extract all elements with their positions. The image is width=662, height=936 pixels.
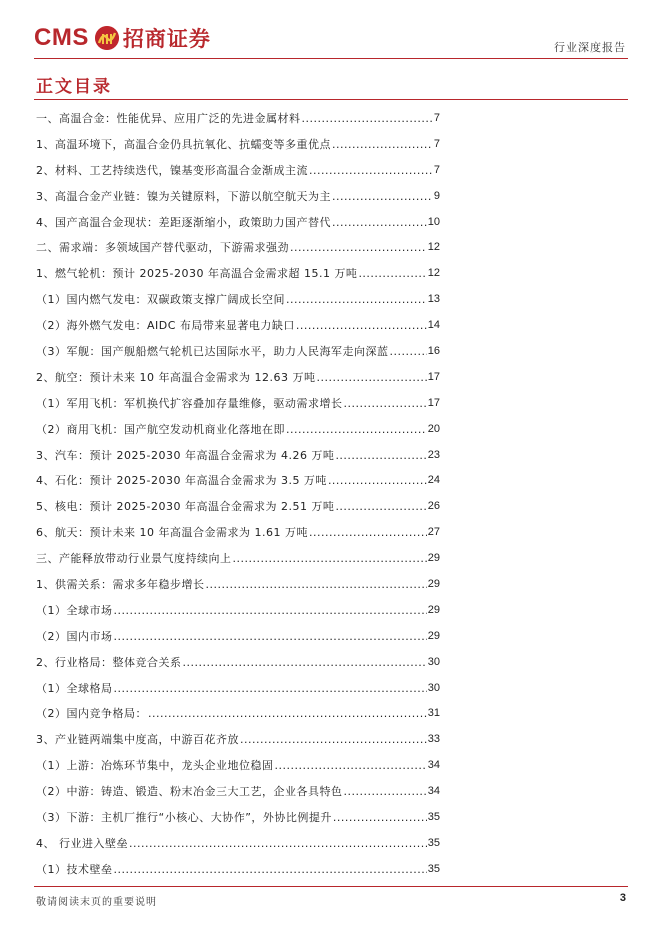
toc-entry[interactable] <box>36 209 440 235</box>
toc-entry-page: 17 <box>427 396 440 409</box>
toc-entry-title: 6、航天：预计未来 10 年高温合金需求为 1.61 万吨 <box>36 526 308 540</box>
logo-text-en: CMS <box>34 24 89 51</box>
toc-entry-title: 4、石化：预计 2025-2030 年高温合金需求为 3.5 万吨 <box>36 474 327 488</box>
toc-entry[interactable] <box>36 623 440 649</box>
toc-entry-title: 5、核电：预计 2025-2030 年高温合金需求为 2.51 万吨 <box>36 500 335 514</box>
toc-entry[interactable] <box>36 105 440 131</box>
toc-entry-page: 30 <box>427 681 440 694</box>
toc-dot-leader <box>129 836 427 850</box>
toc-entry-page: 9 <box>433 189 440 202</box>
toc-dot-leader <box>290 240 427 254</box>
toc-dot-leader <box>333 810 427 824</box>
toc-entry-page: 10 <box>427 215 440 228</box>
toc-entry-page: 34 <box>427 759 440 772</box>
toc-entry[interactable] <box>36 675 440 701</box>
toc-entry-title: 2、材料、工艺持续迭代，镍基变形高温合金渐成主流 <box>36 163 308 177</box>
toc-entry-page: 33 <box>427 733 440 746</box>
toc-entry-page: 27 <box>427 526 440 539</box>
toc-entry[interactable] <box>36 856 440 882</box>
toc-entry[interactable] <box>36 597 440 623</box>
toc-dot-leader <box>344 396 427 410</box>
toc-dot-leader <box>240 732 427 746</box>
toc-entry-title: 二、需求端：多领域国产替代驱动，下游需求强劲 <box>36 241 289 255</box>
toc-entry-page: 12 <box>427 241 440 254</box>
toc-entry-page: 26 <box>427 500 440 513</box>
toc-entry[interactable] <box>36 571 440 597</box>
toc-entry[interactable] <box>36 234 440 260</box>
toc-dot-leader <box>309 163 433 177</box>
toc-entry[interactable] <box>36 726 440 752</box>
toc-dot-leader <box>114 603 427 617</box>
toc-entry[interactable] <box>36 183 440 209</box>
toc-entry-title: 三、产能释放带动行业景气度持续向上 <box>36 552 232 566</box>
toc-entry[interactable] <box>36 519 440 545</box>
toc-entry-title: （2）商用飞机：国产航空发动机商业化落地在即 <box>36 422 285 436</box>
toc-entry-page: 30 <box>427 655 440 668</box>
toc-entry-title: 2、航空：预计未来 10 年高温合金需求为 12.63 万吨 <box>36 370 316 384</box>
toc-dot-leader <box>332 215 427 229</box>
toc-entry-title: 3、汽车：预计 2025-2030 年高温合金需求为 4.26 万吨 <box>36 448 335 462</box>
toc-dot-leader <box>275 758 427 772</box>
table-of-contents <box>36 105 440 882</box>
toc-entry[interactable] <box>36 442 440 468</box>
toc-entry-title: （1）军用飞机：军机换代扩容叠加存量维修，驱动需求增长 <box>36 396 343 410</box>
toc-dot-leader <box>358 266 426 280</box>
toc-dot-leader <box>390 344 427 358</box>
toc-dot-leader <box>233 551 427 565</box>
toc-dot-leader <box>286 422 427 436</box>
toc-dot-leader <box>302 111 433 125</box>
toc-entry[interactable] <box>36 752 440 778</box>
page-header <box>0 0 662 62</box>
toc-entry-title: 3、产业链两端集中度高，中游百花齐放 <box>36 733 239 747</box>
toc-entry[interactable] <box>36 467 440 493</box>
toc-dot-leader <box>183 655 427 669</box>
toc-entry-title: （1）国内燃气发电：双碳政策支撑广阔成长空间 <box>36 293 285 307</box>
toc-entry-title: （3）军舰：国产舰船燃气轮机已达国际水平，助力人民海军走向深蓝 <box>36 344 389 358</box>
toc-entry-title: 1、高温环境下，高温合金仍具抗氧化、抗蠕变等多重优点 <box>36 137 331 151</box>
toc-entry-title: 4、国产高温合金现状：差距逐渐缩小，政策助力国产替代 <box>36 215 331 229</box>
toc-entry-title: 4、 行业进入壁垒 <box>36 836 128 850</box>
header-divider <box>34 58 628 59</box>
toc-entry[interactable] <box>36 286 440 312</box>
toc-entry-title: 1、燃气轮机：预计 2025-2030 年高温合金需求超 15.1 万吨 <box>36 267 358 281</box>
toc-entry[interactable] <box>36 830 440 856</box>
toc-dot-leader <box>148 706 427 720</box>
toc-dot-leader <box>335 499 426 513</box>
toc-entry-page: 16 <box>427 344 440 357</box>
toc-entry-page: 35 <box>427 810 440 823</box>
toc-dot-leader <box>309 525 427 539</box>
toc-entry-title: （3）下游：主机厂推行“小核心、大协作”，外协比例提升 <box>36 810 332 824</box>
toc-entry-title: （2）中游：铸造、锻造、粉末冶金三大工艺，企业各具特色 <box>36 785 343 799</box>
footer-disclaimer-note: 敬请阅读末页的重要说明 <box>36 897 157 908</box>
toc-entry[interactable] <box>36 312 440 338</box>
toc-entry-page: 35 <box>427 836 440 849</box>
toc-dot-leader <box>114 681 427 695</box>
toc-entry-title: （1）上游：冶炼环节集中，龙头企业地位稳固 <box>36 759 274 773</box>
toc-entry-title: 3、高温合金产业链：镍为关键原料，下游以航空航天为主 <box>36 189 331 203</box>
toc-dot-leader <box>335 448 426 462</box>
title-divider <box>34 99 628 100</box>
toc-entry-page: 29 <box>427 603 440 616</box>
toc-entry-title: （1）全球格局 <box>36 681 113 695</box>
toc-entry-page: 12 <box>427 267 440 280</box>
toc-dot-leader <box>332 137 433 151</box>
toc-entry[interactable] <box>36 778 440 804</box>
toc-entry[interactable] <box>36 131 440 157</box>
toc-entry[interactable] <box>36 157 440 183</box>
toc-entry[interactable] <box>36 649 440 675</box>
footer-page-number: 3 <box>619 892 626 904</box>
toc-entry[interactable] <box>36 390 440 416</box>
report-type-label: 行业深度报告 <box>554 41 626 54</box>
toc-entry-page: 29 <box>427 629 440 642</box>
toc-entry-page: 17 <box>427 370 440 383</box>
toc-entry[interactable] <box>36 804 440 830</box>
toc-dot-leader <box>344 784 427 798</box>
toc-entry-page: 20 <box>427 422 440 435</box>
toc-dot-leader <box>114 862 427 876</box>
toc-entry-page: 29 <box>427 577 440 590</box>
toc-entry-title: 2、行业格局：整体竞合关系 <box>36 655 182 669</box>
toc-entry-page: 7 <box>433 163 440 176</box>
toc-dot-leader <box>114 629 427 643</box>
toc-entry-title: 一、高温合金：性能优异、应用广泛的先进金属材料 <box>36 111 301 125</box>
toc-entry-title: （2）国内市场 <box>36 629 113 643</box>
toc-entry-title: 1、供需关系：需求多年稳步增长 <box>36 577 205 591</box>
toc-entry-page: 23 <box>427 448 440 461</box>
toc-entry[interactable] <box>36 493 440 519</box>
toc-entry-page: 31 <box>427 707 440 720</box>
toc-entry[interactable] <box>36 700 440 726</box>
toc-entry-title: （1）全球市场 <box>36 603 113 617</box>
toc-entry-title: （2）国内竞争格局： <box>36 707 147 721</box>
toc-entry[interactable] <box>36 545 440 571</box>
toc-entry-title: （2）海外燃气发电：AIDC 布局带来显著电力缺口 <box>36 319 295 333</box>
logo-badge-icon <box>95 26 119 50</box>
toc-entry-page: 24 <box>427 474 440 487</box>
toc-entry-page: 35 <box>427 862 440 875</box>
cms-logo <box>34 24 211 52</box>
toc-entry-page: 7 <box>433 137 440 150</box>
toc-entry[interactable] <box>36 260 440 286</box>
footer-divider <box>34 886 628 887</box>
toc-dot-leader <box>296 318 427 332</box>
toc-entry[interactable] <box>36 416 440 442</box>
toc-dot-leader <box>286 292 427 306</box>
toc-title: 正文目录 <box>36 77 112 97</box>
toc-entry-page: 13 <box>427 293 440 306</box>
toc-entry[interactable] <box>36 364 440 390</box>
toc-dot-leader <box>328 473 427 487</box>
toc-entry-page: 29 <box>427 552 440 565</box>
logo-text-cn: 招商证券 <box>122 27 211 51</box>
toc-dot-leader <box>316 370 426 384</box>
toc-entry[interactable] <box>36 338 440 364</box>
toc-entry-page: 34 <box>427 785 440 798</box>
toc-entry-title: （1）技术壁垒 <box>36 862 113 876</box>
toc-dot-leader <box>332 189 433 203</box>
toc-entry-page: 7 <box>433 111 440 124</box>
toc-dot-leader <box>206 577 427 591</box>
toc-entry-page: 14 <box>427 319 440 332</box>
